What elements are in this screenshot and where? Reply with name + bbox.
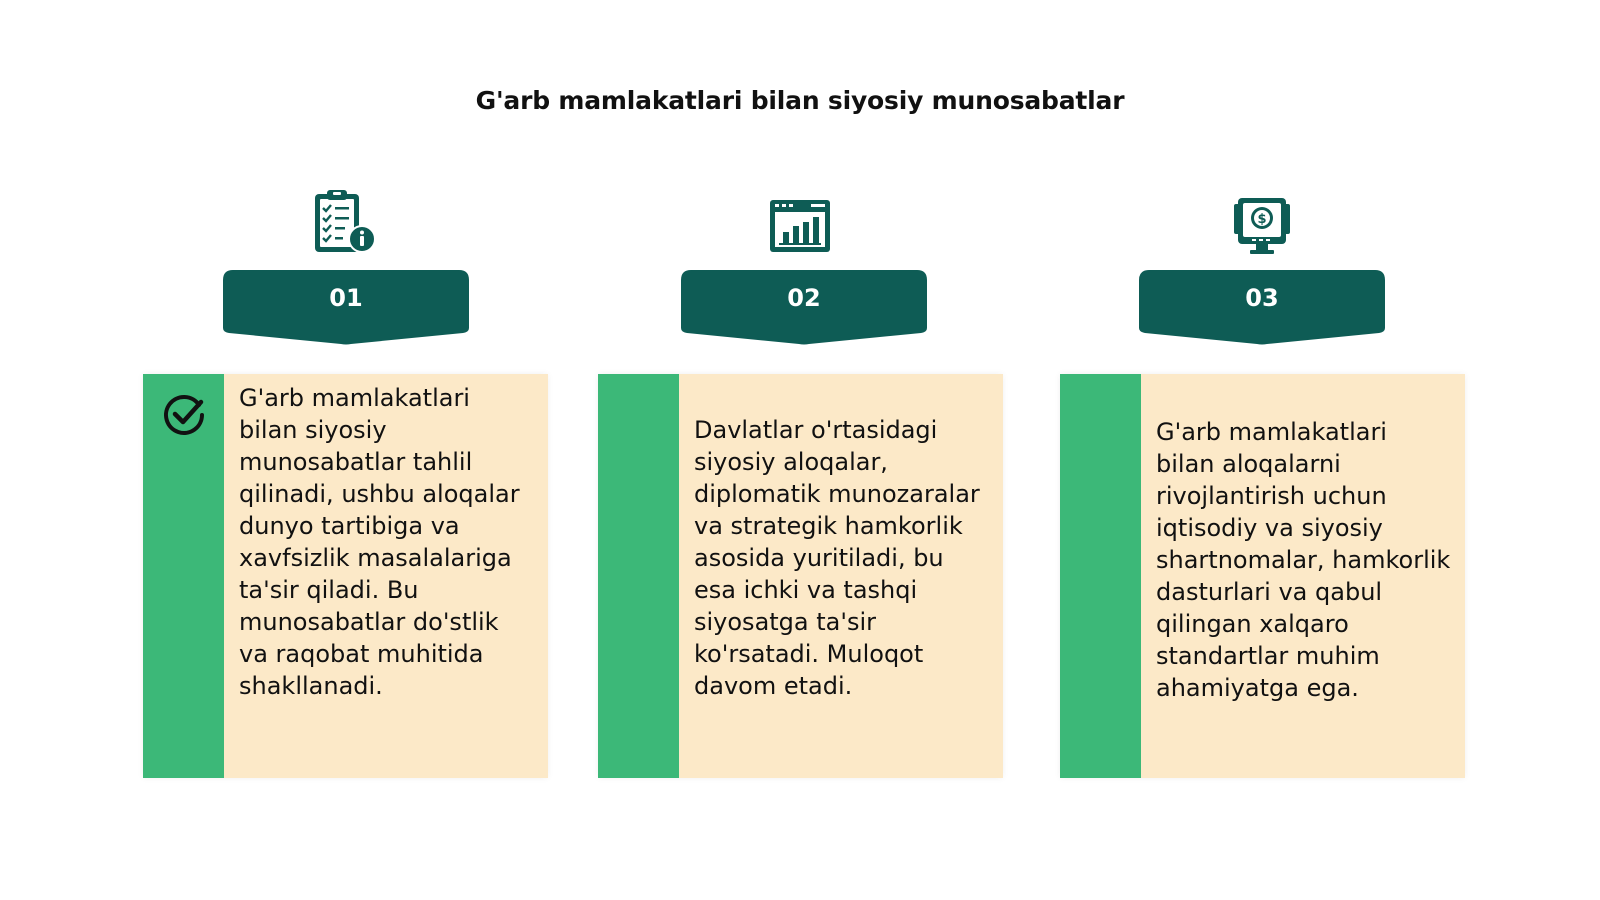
content-card-02	[598, 374, 1003, 778]
step-number: 03	[1245, 284, 1279, 312]
svg-text:$: $	[1257, 212, 1267, 227]
card-accent-bar	[598, 374, 679, 778]
step-number: 01	[329, 284, 363, 312]
clipboard-checklist-info-icon	[311, 186, 381, 256]
money-monitor-icon	[1226, 190, 1296, 260]
card-text: G'arb mamlakatlari bilan siyosiy munosabatlar tahlil qilinadi, ushbu aloqalar dunyo tartibiga va xavfsizlik masalalariga ta'sir qiladi. Bu munosabatlar do'stlik va raqobat muhitida shakllanadi.	[239, 384, 520, 700]
card-text: G'arb mamlakatlari bilan aloqalarni rivojlantirish uchun iqtisodiy va siyosiy shartnomalar, hamkorlik dasturlari va qabul qilingan xalqaro standartlar muhim ahamiyatga ega.	[1156, 418, 1451, 702]
bar-chart-window-icon	[765, 192, 835, 262]
step-badge-03	[1139, 270, 1385, 350]
step-badge-01	[223, 270, 469, 350]
card-accent-bar	[1060, 374, 1141, 778]
content-card-03	[1060, 374, 1465, 778]
card-text: Davlatlar o'rtasidagi siyosiy aloqalar, diplomatik munozaralar va strategik hamkorlik asosida yuritiladi, bu esa ichki va tashqi siyosatga ta'sir ko'rsatadi. Muloqot davom etadi.	[694, 416, 980, 700]
check-circle-icon	[161, 392, 207, 438]
page-title: G'arb mamlakatlari bilan siyosiy munosabatlar	[475, 86, 1125, 115]
step-badge-02	[681, 270, 927, 350]
content-card-01	[143, 374, 548, 778]
step-number: 02	[787, 284, 821, 312]
